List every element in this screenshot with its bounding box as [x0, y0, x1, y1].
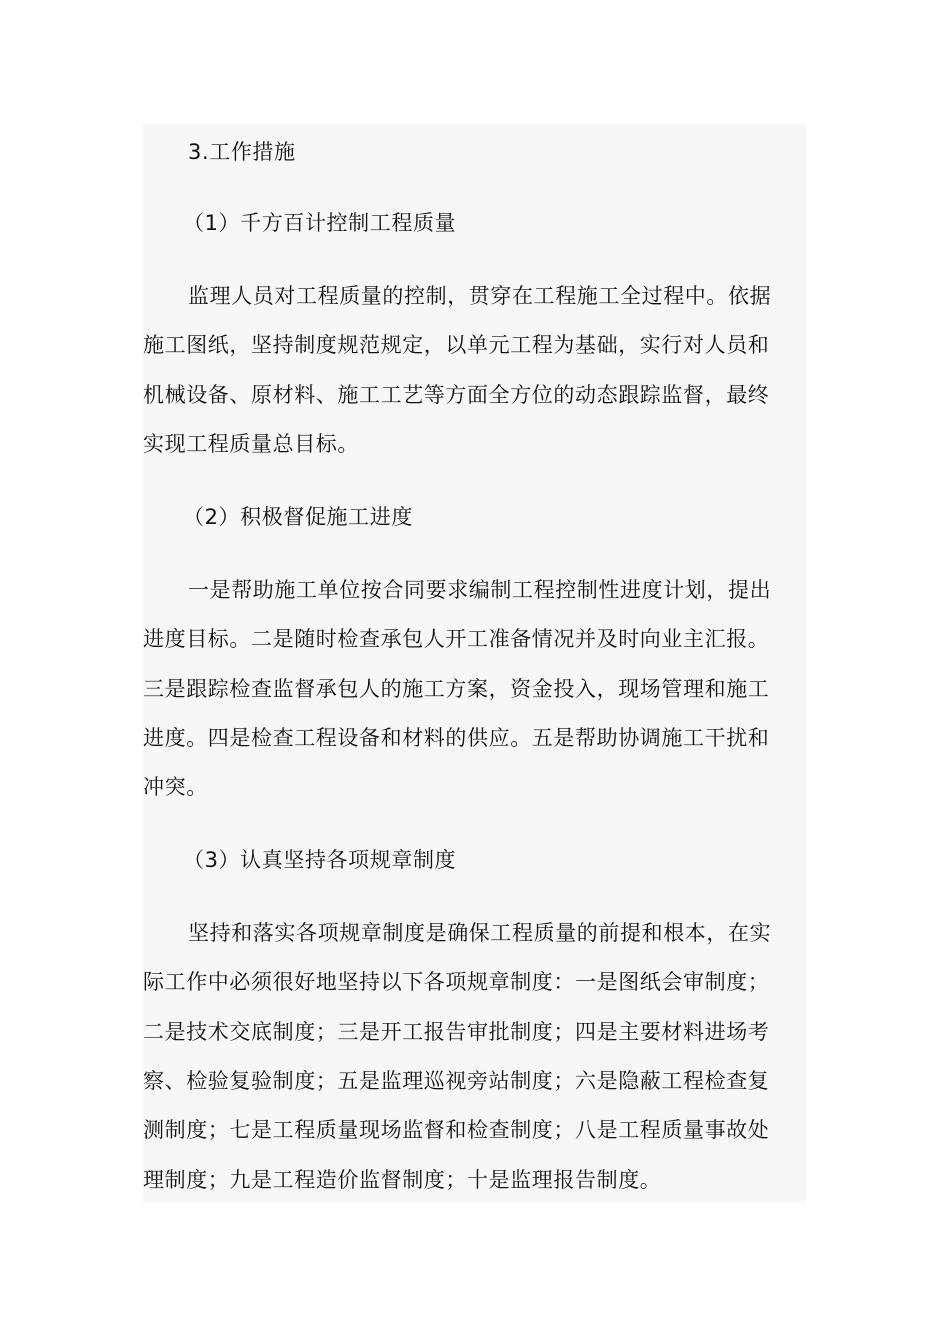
subsection-heading-1: （1）千方百计控制工程质量: [183, 211, 457, 235]
subsection-heading-2: （2）积极督促施工进度: [183, 505, 413, 529]
paragraph-line: 坚持和落实各项规章制度是确保工程质量的前提和根本，在实: [188, 921, 772, 945]
paragraph-line: 监理人员对工程质量的控制，贯穿在工程施工全过程中。依据: [188, 284, 772, 308]
paragraph-line: 进度。四是检查工程设备和材料的供应。五是帮助协调施工干扰和: [143, 726, 770, 750]
paragraph-line: 施工图纸，坚持制度规范规定，以单元工程为基础，实行对人员和: [143, 333, 770, 357]
paragraph-line: 际工作中必须很好地坚持以下各项规章制度：一是图纸会审制度；: [143, 970, 770, 994]
paragraph-line: 理制度；九是工程造价监督制度；十是监理报告制度。: [143, 1168, 662, 1192]
paragraph-line: 察、检验复验制度；五是监理巡视旁站制度；六是隐蔽工程检查复: [143, 1069, 770, 1093]
paragraph-line: 机械设备、原材料、施工工艺等方面全方位的动态跟踪监督，最终: [143, 383, 770, 407]
paragraph-line: 实现工程质量总目标。: [143, 432, 359, 456]
paragraph-line: 三是跟踪检查监督承包人的施工方案，资金投入，现场管理和施工: [143, 677, 770, 701]
paragraph-line: 冲突。: [143, 775, 208, 799]
section-heading: 3.工作措施: [188, 140, 296, 164]
paragraph-line: 一是帮助施工单位按合同要求编制工程控制性进度计划，提出: [188, 578, 772, 602]
paragraph-line: 二是技术交底制度；三是开工报告审批制度；四是主要材料进场考: [143, 1020, 770, 1044]
paragraph-line: 进度目标。二是随时检查承包人开工准备情况并及时向业主汇报。: [143, 627, 770, 651]
document-page: [143, 124, 806, 1203]
paragraph-line: 测制度；七是工程质量现场监督和检查制度；八是工程质量事故处: [143, 1118, 770, 1142]
subsection-heading-3: （3）认真坚持各项规章制度: [183, 848, 457, 872]
